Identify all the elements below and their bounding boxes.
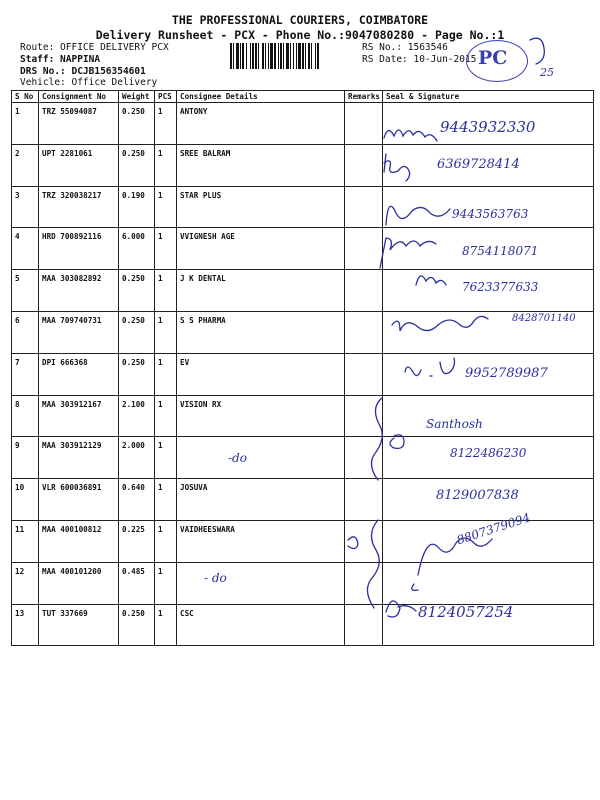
row-sno: 1 [12, 103, 39, 145]
scribble-sig-13 [386, 601, 416, 617]
brace-rows-8-10 [371, 398, 382, 480]
row-consignee: ANTONY [177, 103, 345, 145]
row-consignment: MAA 303912129 [39, 437, 119, 479]
scribble-sig-6 [392, 316, 488, 331]
row-weight: 0.190 [119, 186, 155, 228]
staff-label: Staff: NAPPINA [20, 54, 101, 65]
row-consignee: VISION RX [177, 395, 345, 437]
scribble-sig-2 [384, 154, 410, 181]
row-weight: 0.250 [119, 311, 155, 353]
rs-date: RS Date: 10-Jun-2015 [362, 54, 477, 65]
row-weight: 0.250 [119, 604, 155, 646]
row-sno: 5 [12, 270, 39, 312]
runsheet-subtitle: Delivery Runsheet - PCX - Phone No.:9047080280 - Page No.:1 [95, 28, 505, 42]
row-consignment: VLR 600036891 [39, 479, 119, 521]
route-label: Route: OFFICE DELIVERY PCX [20, 42, 169, 53]
signature-9b: 8122486230 [450, 446, 527, 460]
col-consignee: Consignee Details [177, 91, 345, 103]
row-consignee: CSC [177, 604, 345, 646]
scribble-sig-7 [405, 358, 455, 376]
row-pcs: 1 [155, 270, 177, 312]
row-sno: 10 [12, 479, 39, 521]
signature-2: 6369728414 [437, 157, 520, 172]
row-pcs: 1 [155, 103, 177, 145]
row-weight: 2.100 [119, 395, 155, 437]
row-pcs: 1 [155, 353, 177, 395]
stamp-text: PC [478, 47, 508, 69]
signature-9a: Santhosh [426, 417, 483, 431]
row-pcs: 1 [155, 562, 177, 604]
row-pcs: 1 [155, 186, 177, 228]
row-pcs: 1 [155, 311, 177, 353]
row-consignment: UPT 2281061 [39, 144, 119, 186]
stamp-note: 25 [540, 66, 554, 79]
row-sno: 8 [12, 395, 39, 437]
row-weight: 0.225 [119, 520, 155, 562]
row-sno: 2 [12, 144, 39, 186]
row-consignment: HRD 700892116 [39, 228, 119, 270]
row-weight: 0.250 [119, 144, 155, 186]
signature-4b: 7623377633 [462, 280, 539, 294]
scribble-sig-12 [412, 584, 418, 590]
col-consignment: Consignment No [39, 91, 119, 103]
row-sno: 6 [12, 311, 39, 353]
scribble-sig-1 [384, 130, 437, 141]
col-sno: S No [12, 91, 39, 103]
row-weight: 0.485 [119, 562, 155, 604]
scribble-sig-5 [416, 276, 446, 285]
row-consignment: MAA 303082892 [39, 270, 119, 312]
row-weight: 0.250 [119, 103, 155, 145]
col-pcs: PCS [155, 91, 177, 103]
row-sno: 3 [12, 186, 39, 228]
row-sno: 7 [12, 353, 39, 395]
row-pcs: 1 [155, 479, 177, 521]
ditto-mark-9: -do [228, 451, 247, 465]
row-consignment: MAA 709740731 [39, 311, 119, 353]
row-weight: 2.000 [119, 437, 155, 479]
scribble-sig-3 [386, 206, 450, 225]
row-sno: 9 [12, 437, 39, 479]
row-consignee: EV [177, 353, 345, 395]
signature-10: 8129007838 [436, 488, 519, 503]
signature-4a: 8754118071 [462, 244, 539, 258]
row-consignment: MAA 400101200 [39, 562, 119, 604]
signature-1: 9443932330 [440, 118, 536, 136]
row-pcs: 1 [155, 437, 177, 479]
row-pcs: 1 [155, 228, 177, 270]
col-signature: Seal & Signature [383, 91, 594, 103]
ditto-mark-12: - do [204, 571, 227, 585]
scribble-sig-4 [380, 238, 436, 268]
row-consignee: VVIGNESH AGE [177, 228, 345, 270]
col-remarks: Remarks [345, 91, 383, 103]
row-weight: 0.640 [119, 479, 155, 521]
row-consignee: S S PHARMA [177, 311, 345, 353]
vehicle-label: Vehicle: Office Delivery [20, 77, 158, 88]
signature-7: 9952789987 [465, 366, 548, 381]
row-consignment: TUT 337669 [39, 604, 119, 646]
row-pcs: 1 [155, 395, 177, 437]
stamp-flourish [530, 38, 544, 64]
row-consignee: J K DENTAL [177, 270, 345, 312]
remarks-check-mark [348, 537, 358, 549]
drs-number: DRS No.: DCJB156354601 [20, 66, 146, 77]
row-pcs: 1 [155, 520, 177, 562]
row-sno: 11 [12, 520, 39, 562]
row-sno: 13 [12, 604, 39, 646]
scribble-sig-8 [390, 435, 404, 449]
signature-6: 8428701140 [512, 313, 576, 324]
row-consignee: SREE BALRAM [177, 144, 345, 186]
company-title: THE PROFESSIONAL COURIERS, COIMBATORE [171, 13, 429, 27]
scribble-sig-11 [418, 538, 492, 575]
row-weight: 6.000 [119, 228, 155, 270]
row-weight: 0.250 [119, 353, 155, 395]
row-sno: 12 [12, 562, 39, 604]
row-weight: 0.250 [119, 270, 155, 312]
row-consignee: JOSUVA [177, 479, 345, 521]
row-consignment: DPI 666368 [39, 353, 119, 395]
signature-11: 8807379094 [455, 510, 532, 548]
signature-3: 9443563763 [452, 207, 529, 221]
row-consignee: VAIDHEESWARA [177, 520, 345, 562]
col-weight: Weight [119, 91, 155, 103]
brace-rows-11-12 [367, 520, 379, 608]
row-consignee: STAR PLUS [177, 186, 345, 228]
signature-13: 8124057254 [418, 603, 514, 621]
row-consignment: TRZ 55094087 [39, 103, 119, 145]
row-consignment: MAA 303912167 [39, 395, 119, 437]
row-consignment: TRZ 320038217 [39, 186, 119, 228]
row-pcs: 1 [155, 604, 177, 646]
row-pcs: 1 [155, 144, 177, 186]
row-sno: 4 [12, 228, 39, 270]
rs-number: RS No.: 1563546 [362, 42, 448, 53]
row-consignment: MAA 400100812 [39, 520, 119, 562]
